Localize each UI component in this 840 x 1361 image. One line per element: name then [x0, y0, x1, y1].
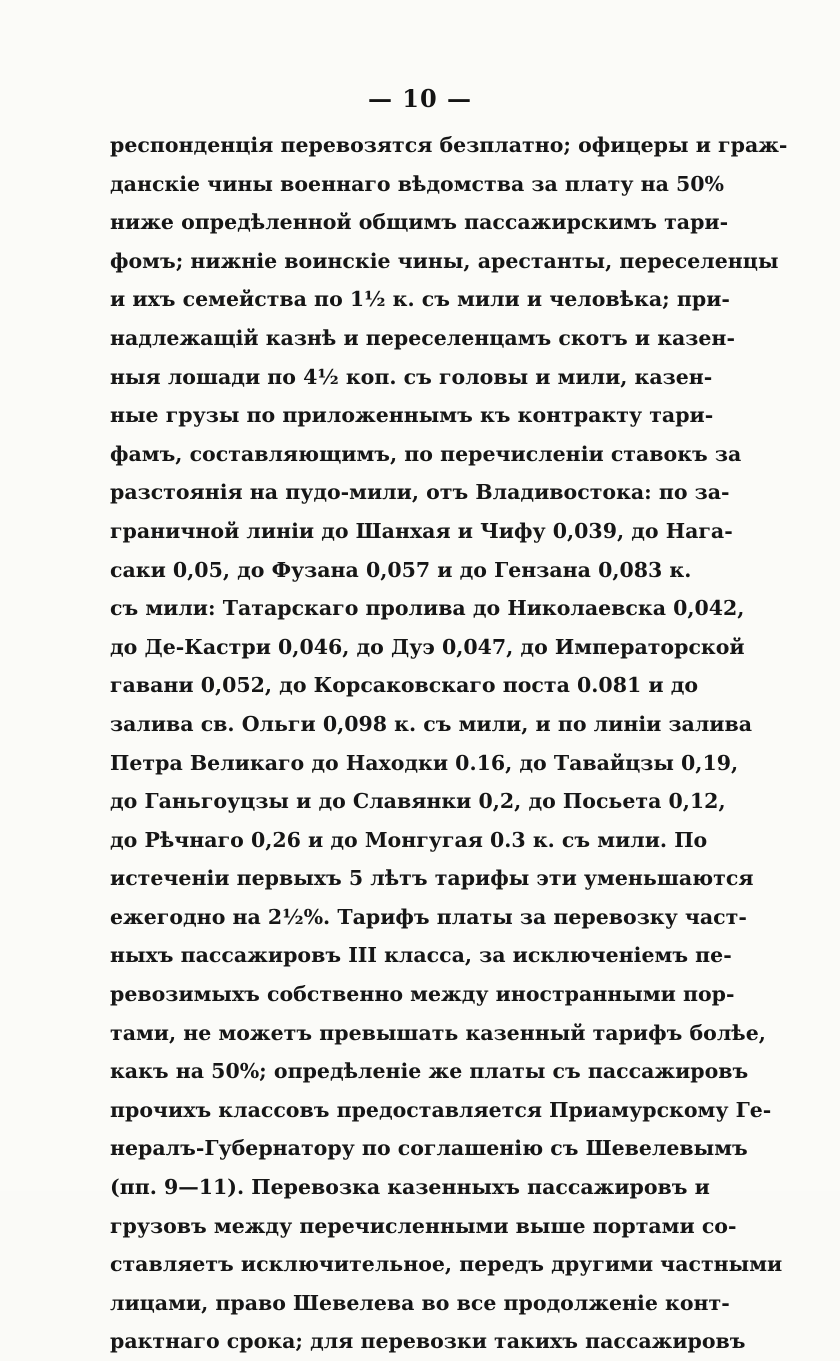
text-line: ревозимыхъ собственно между иностранными пор- [110, 982, 735, 1007]
text-line: ежегодно на 2½%. Тарифъ платы за перевозку част- [110, 904, 747, 929]
text-line: ставляетъ исключительное, передъ другими частными [110, 1252, 783, 1277]
page-body-text [110, 126, 788, 1361]
text-line: Петра Великаго до Находки 0.16, до Тавайцзы 0,19, [110, 750, 739, 775]
text-line: грузовъ между перечисленными выше портами со- [110, 1213, 737, 1238]
text-line: (пп. 9—11). Перевозка казенныхъ пассажировъ и [110, 1175, 710, 1200]
text-line: ные грузы по приложеннымъ къ контракту тари- [110, 403, 714, 428]
text-line: ниже опредѣленной общимъ пассажирскимъ тари- [110, 210, 729, 235]
text-line: залива св. Ольги 0,098 к. съ мили, и по линіи залива [110, 711, 753, 736]
text-line: респонденція перевозятся безплатно; офицеры и граж- [110, 133, 788, 157]
text-line: данскіе чины военнаго вѣдомства за плату на 50% [110, 171, 725, 196]
page-number: — 10 — [367, 84, 473, 113]
text-line: фомъ; нижніе воинскіе чины, арестанты, переселенцы [110, 248, 779, 273]
text-line: разстоянія на пудо-мили, отъ Владивостока: по за- [110, 480, 730, 505]
text-line: нералъ-Губернатору по соглашенію съ Шевелевымъ [110, 1136, 748, 1161]
text-line: ныя лошади по 4½ коп. съ головы и мили, казен- [110, 364, 713, 389]
text-line: и ихъ семейства по 1½ к. съ мили и человѣка; при- [110, 287, 730, 312]
text-line: какъ на 50%; опредѣленіе же платы съ пассажировъ [110, 1059, 749, 1084]
text-line: прочихъ классовъ предоставляется Приамурскому Ге- [110, 1097, 772, 1122]
text-line: саки 0,05, до Фузана 0,057 и до Гензана 0,083 к. [110, 557, 692, 582]
text-line: до Ганьгоуцзы и до Славянки 0,2, до Посьета 0,12, [110, 789, 726, 814]
text-line: граничной линіи до Шанхая и Чифу 0,039, до Нага- [110, 518, 733, 543]
text-line: съ мили: Татарскаго пролива до Николаевска 0,042, [110, 596, 745, 621]
text-line: рактнаго срока; для перевозки такихъ пассажировъ [110, 1329, 746, 1354]
text-line: истеченіи первыхъ 5 лѣтъ тарифы эти уменьшаются [110, 866, 754, 891]
text-line: лицами, право Шевелева во все продолженіе конт- [110, 1290, 730, 1315]
text-line: фамъ, составляющимъ, по перечисленіи ставокъ за [110, 441, 742, 466]
text-line: до Рѣчнаго 0,26 и до Монгугая 0.3 к. съ мили. По [110, 827, 708, 852]
text-line: надлежащій казнѣ и переселенцамъ скотъ и казен- [110, 325, 735, 350]
text-line: гавани 0,052, до Корсаковскаго поста 0.081 и до [110, 673, 699, 698]
text-line: до Де-Кастри 0,046, до Дуэ 0,047, до Императорской [110, 634, 745, 659]
text-line: ныхъ пассажировъ III класса, за исключеніемъ пе- [110, 943, 732, 968]
text-line: тами, не можетъ превышать казенный тарифъ болѣе, [110, 1020, 766, 1045]
